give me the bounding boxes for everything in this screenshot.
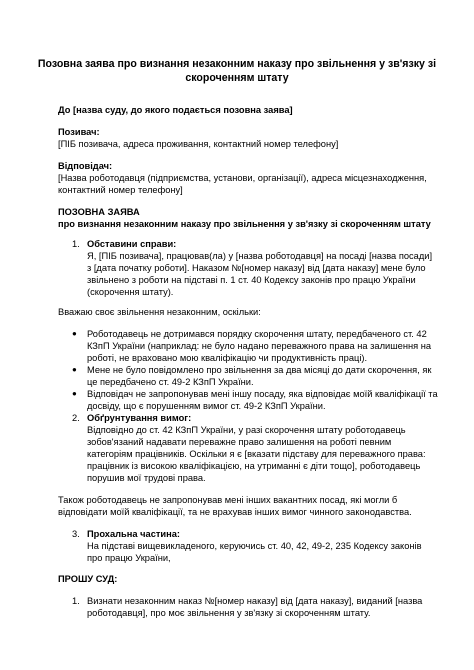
section-3-heading: Прохальна частина: — [87, 529, 181, 539]
section-1-line-1: Я, [ПІБ позивача], працював(ла) у [назва роботодавця] на посаді [назва посади] — [87, 251, 433, 261]
section-2-line-2: зобов'язаний надавати переважне право залишення на роботі певним — [87, 437, 392, 447]
section-2-number: 2. — [72, 413, 80, 423]
section-1-line-4: (скорочення штату). — [87, 287, 174, 297]
request-1-line-1: Визнати незаконним наказ №[номер наказу] від [дата наказу], виданий [назва — [87, 596, 423, 606]
bullet-1-line-3: роботі, не враховано мою кваліфікацію чи продуктивність праці). — [87, 353, 368, 363]
document-title-line-2: скороченням штату — [185, 72, 289, 84]
court-line: До [назва суду, до якого подається позовна заява] — [58, 105, 293, 115]
consider-line: Вважаю своє звільнення незаконним, оскільки: — [58, 307, 261, 317]
request-1-line-2: роботодавця], про моє звільнення у зв'язку зі скороченням штату. — [87, 608, 371, 618]
section-2-heading: Обґрунтування вимог: — [87, 413, 192, 423]
defendant-details-line-2: контактний номер телефону] — [58, 185, 183, 195]
bullet-2-marker: ● — [72, 365, 77, 374]
plaintiff-details: [ПІБ позивача, адреса проживання, контактний номер телефону] — [58, 139, 339, 149]
claim-heading: ПОЗОВНА ЗАЯВА — [58, 207, 140, 217]
bullet-2-line-2: це передбачено ст. 49-2 КЗпП України. — [87, 377, 254, 387]
section-1-line-2: з [дата початку роботи]. Наказом №[номер наказу] від [дата наказу] мене було — [87, 263, 426, 273]
also-line-2: відповідати моїй кваліфікації, та не врахував інших вимог чинного законодавства. — [58, 507, 412, 517]
section-3-line-1: На підставі вищевикладеного, керуючись ст. 40, 42, 49-2, 235 Кодексу законів — [87, 541, 422, 551]
section-2-line-5: порушив мої трудові права. — [87, 473, 206, 483]
section-2-line-4: працівник із високою кваліфікацією, на утриманні є діти тощо], роботодавець — [87, 461, 421, 471]
defendant-details-line-1: [Назва роботодавця (підприємства, установи, організації), адреса місцезнаходження, — [58, 173, 427, 183]
document-title-line-1: Позовна заява про визнання незаконним наказу про звільнення у зв'язку зі — [37, 58, 437, 70]
plaintiff-heading: Позивач: — [58, 127, 100, 137]
bullet-1-marker: ● — [72, 329, 77, 338]
section-3-number: 3. — [72, 529, 80, 539]
section-2-line-1: Відповідно до ст. 42 КЗпП України, у разі скорочення штату роботодавець — [87, 425, 406, 435]
request-1-number: 1. — [72, 596, 80, 606]
bullet-1-line-1: Роботодавець не дотримався порядку скорочення штату, передбаченого ст. 42 — [87, 329, 427, 339]
section-3-line-2: про працю України, — [87, 553, 171, 563]
section-1-heading: Обставини справи: — [87, 239, 177, 249]
section-2-line-3: категоріям працівників. Оскільки я є [вказати підставу для переважного права: — [87, 449, 426, 459]
bullet-3-line-2: досвіду, що є порушенням вимог ст. 49-2 КЗпП України. — [87, 401, 326, 411]
bullet-1-line-2: КЗпП України (наприклад: не було надано переважного права на залишення на — [87, 341, 432, 351]
bullet-3-line-1: Відповідач не запропонував мені іншу посаду, яка відповідає моїй кваліфікації та — [87, 389, 438, 399]
bullet-2-line-1: Мене не було повідомлено про звільнення за два місяці до дати скорочення, як — [87, 365, 432, 375]
claim-subheading: про визнання незаконним наказу про звільнення у зв'язку зі скороченням штату — [58, 219, 431, 229]
section-1-number: 1. — [72, 239, 80, 249]
also-line-1: Також роботодавець не запропонував мені інших вакантних посад, які могли б — [58, 495, 398, 505]
defendant-heading: Відповідач: — [58, 161, 113, 171]
bullet-3-marker: ● — [72, 389, 77, 398]
ask-court-heading: ПРОШУ СУД: — [58, 574, 118, 584]
section-1-line-3: звільнено з роботи на підставі п. 1 ст. 40 Кодексу законів про працю України — [87, 275, 416, 285]
